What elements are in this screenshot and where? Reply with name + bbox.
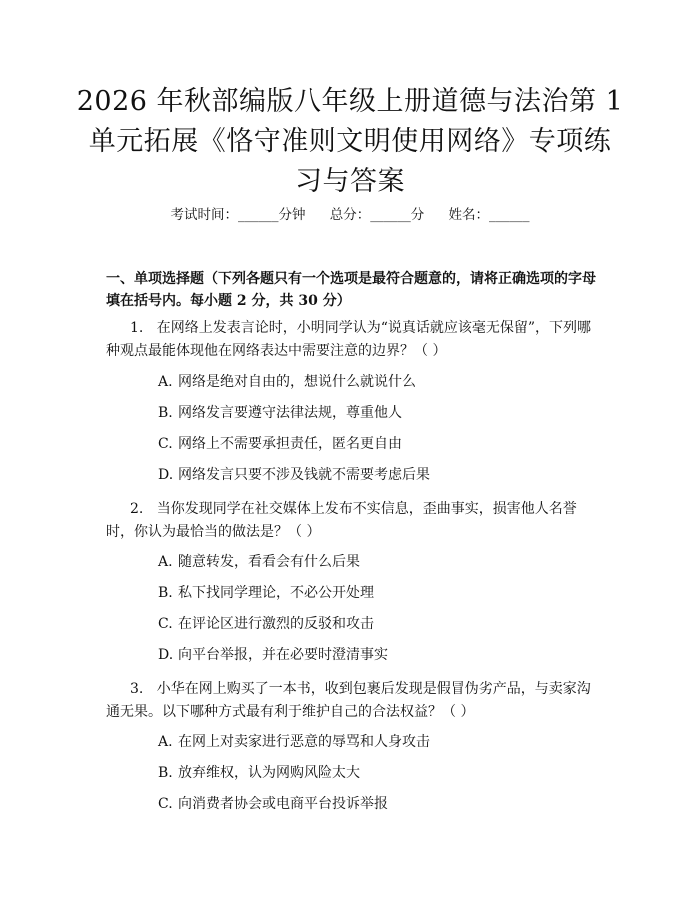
option-letter: B. <box>158 765 173 781</box>
question-number: 2. <box>130 501 144 517</box>
option-letter: A. <box>158 554 173 570</box>
option-text: 向平台举报，并在必要时澄清事实 <box>178 647 388 663</box>
option-letter: D. <box>158 467 174 483</box>
title-line-3: 习与答案 <box>295 166 405 197</box>
option-letter: D. <box>158 647 174 663</box>
option-3a <box>158 732 430 752</box>
option-text: 网络发言要遵守法律法规，尊重他人 <box>178 405 402 421</box>
document-title <box>60 82 640 202</box>
question-2 <box>106 498 603 544</box>
question-1 <box>106 317 603 363</box>
option-1d <box>158 465 430 485</box>
option-text: 向消费者协会或电商平台投诉举报 <box>178 796 388 812</box>
option-1a <box>158 372 416 392</box>
question-3 <box>106 678 603 724</box>
section-heading: 一、单项选择题（下列各题只有一个选项是最符合题意的，请将正确选项的字母填在括号内。每小题 2 分，共 30 分） <box>106 271 596 309</box>
exam-name: 姓名：______ <box>448 207 530 223</box>
option-text: 在评论区进行激烈的反驳和攻击 <box>178 616 374 632</box>
option-letter: C. <box>158 616 173 632</box>
option-1c <box>158 434 402 454</box>
title-line-2: 单元拓展《恪守准则文明使用网络》专项练 <box>88 126 612 157</box>
option-text: 网络发言只要不涉及钱就不需要考虑后果 <box>178 467 430 483</box>
option-letter: C. <box>158 436 173 452</box>
option-letter: A. <box>158 734 173 750</box>
option-letter: C. <box>158 796 173 812</box>
exam-meta <box>0 205 700 225</box>
question-number: 3. <box>130 681 144 697</box>
title-line-1: 2026 年秋部编版八年级上册道德与法治第 1 <box>76 86 624 117</box>
option-3c <box>158 794 388 814</box>
option-letter: B. <box>158 585 173 601</box>
exam-time: 考试时间：______分钟 <box>170 207 306 223</box>
question-text: 在网络上发表言论时，小明同学认为“说真话就应该毫无保留”，下列哪种观点最能体现他在网络表达中需要注意的边界？（ ） <box>106 320 592 359</box>
option-letter: A. <box>158 374 173 390</box>
option-2b <box>158 583 374 603</box>
option-2a <box>158 552 360 572</box>
option-2c <box>158 614 374 634</box>
question-text: 当你发现同学在社交媒体上发布不实信息，歪曲事实，损害他人名誉时，你认为最恰当的做法是？（ ） <box>106 501 577 540</box>
option-text: 网络上不需要承担责任，匿名更自由 <box>178 436 402 452</box>
question-text: 小华在网上购买了一本书，收到包裹后发现是假冒伪劣产品，与卖家沟通无果。以下哪种方式最有利于维护自己的合法权益？（ ） <box>106 681 591 720</box>
option-text: 放弃维权，认为网购风险太大 <box>178 765 360 781</box>
option-text: 在网上对卖家进行恶意的辱骂和人身攻击 <box>178 734 430 750</box>
option-1b <box>158 403 402 423</box>
option-text: 私下找同学理论，不必公开处理 <box>178 585 374 601</box>
option-text: 网络是绝对自由的，想说什么就说什么 <box>178 374 416 390</box>
option-3b <box>158 763 360 783</box>
exam-score: 总分：______分 <box>329 207 425 223</box>
question-number: 1. <box>130 320 144 336</box>
option-2d <box>158 645 388 665</box>
option-text: 随意转发，看看会有什么后果 <box>178 554 360 570</box>
option-letter: B. <box>158 405 173 421</box>
